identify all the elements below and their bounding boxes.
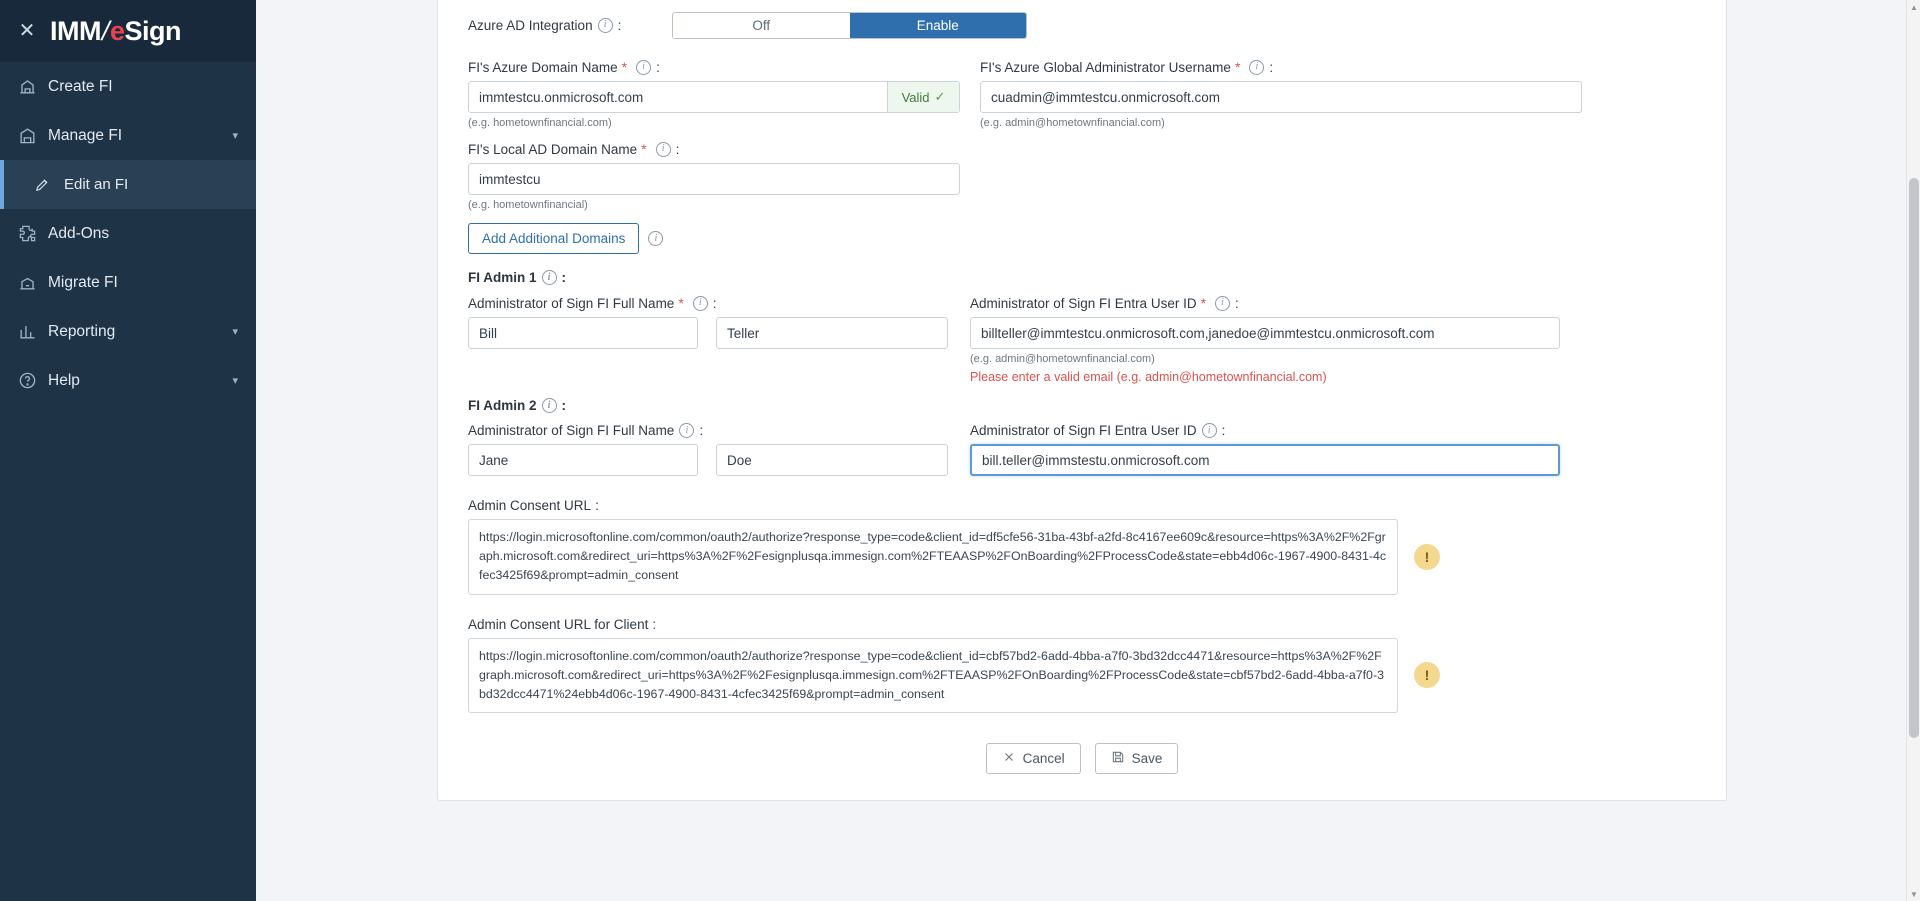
cancel-icon bbox=[1002, 750, 1016, 767]
local-ad-domain-label: FI's Local AD Domain Name * i : bbox=[468, 141, 680, 157]
fi-admin-2-entra-group bbox=[970, 423, 1572, 476]
azure-ad-integration-toggle[interactable] bbox=[672, 12, 1027, 39]
fi-admin-1-entra-input[interactable] bbox=[970, 317, 1560, 349]
domain-admin-row bbox=[468, 59, 1696, 129]
cancel-button-label: Cancel bbox=[1022, 751, 1065, 767]
fi-admin-2-last-name-input[interactable] bbox=[716, 444, 948, 476]
brand-slash: / bbox=[98, 15, 113, 46]
azure-global-admin-group bbox=[980, 59, 1582, 129]
puzzle-icon bbox=[18, 224, 48, 243]
manage-institution-icon bbox=[18, 126, 48, 145]
chevron-down-icon: ▾ bbox=[232, 326, 238, 338]
info-icon[interactable]: i bbox=[542, 270, 557, 285]
fi-admin-1-row bbox=[468, 295, 1696, 384]
add-additional-domains-button[interactable]: Add Additional Domains bbox=[468, 223, 639, 254]
admin-consent-url-label: Admin Consent URL : bbox=[468, 498, 599, 513]
sidebar bbox=[0, 0, 256, 901]
brand-logo bbox=[50, 16, 181, 47]
admin-consent-url-client-value[interactable]: https://login.microsoftonline.com/common/oauth2/authorize?response_type=code&client_id=cbf57bd2-6add-4bba-a7f0-3bd32dcc4471&resource=https%3A%2F%2Fgraph.microsoft.com&redirect_uri=https%3A%2F%2Fesignplusqa.immesign.com%2FTEAASP%2FOnBoarding%2FProcessCode&state=cbf57bd2-6add-4bba-a7f0-3bd32dcc4471%24ebb4d06c-1967-4900-8431-4cfec3425f69&prompt=admin_consent bbox=[468, 638, 1398, 714]
fi-admin-2-entra-label: Administrator of Sign FI Entra User ID i : bbox=[970, 423, 1226, 438]
sidebar-item-edit-an-fi[interactable] bbox=[0, 160, 256, 209]
local-ad-domain-group bbox=[468, 141, 1696, 211]
chevron-down-icon: ▾ bbox=[232, 375, 238, 387]
sidebar-item-label: Migrate FI bbox=[48, 273, 118, 291]
chevron-down-icon: ▾ bbox=[232, 130, 238, 142]
brand-e: e bbox=[110, 15, 125, 46]
fi-admin-2-title: FI Admin 2 i : bbox=[468, 398, 567, 413]
fi-admin-2-entra-input[interactable] bbox=[970, 444, 1560, 476]
form-actions bbox=[468, 743, 1696, 774]
brand-imm: IMM bbox=[50, 15, 101, 46]
info-icon[interactable]: i bbox=[1202, 423, 1217, 438]
domain-valid-badge: Valid ✓ bbox=[887, 82, 959, 112]
fi-admin-2-row bbox=[468, 423, 1696, 476]
help-circle-icon bbox=[18, 371, 48, 390]
cancel-button[interactable] bbox=[986, 743, 1081, 774]
fi-admin-1-entra-label: Administrator of Sign FI Entra User ID * i : bbox=[970, 295, 1239, 311]
pencil-icon bbox=[34, 176, 64, 193]
toggle-off-option[interactable]: Off bbox=[673, 13, 850, 38]
info-icon[interactable]: i bbox=[598, 18, 613, 33]
info-icon[interactable]: i bbox=[693, 296, 708, 311]
scroll-down-arrow-icon[interactable]: ▼ bbox=[1910, 889, 1918, 899]
fi-admin-2-first-name-input[interactable] bbox=[468, 444, 698, 476]
save-button-label: Save bbox=[1131, 751, 1163, 767]
fi-admin-1-name-label: Administrator of Sign FI Full Name * i : bbox=[468, 295, 717, 311]
sidebar-item-reporting[interactable] bbox=[0, 307, 256, 356]
admin-consent-url-group bbox=[468, 498, 1696, 595]
info-icon[interactable]: i bbox=[648, 231, 663, 246]
azure-global-admin-input[interactable] bbox=[980, 81, 1582, 113]
main-content bbox=[256, 0, 1920, 901]
sidebar-item-label: Reporting bbox=[48, 322, 116, 340]
fi-admin-1-entra-error: Please enter a valid email (e.g. admin@hometownfinancial.com) bbox=[970, 370, 1327, 384]
sidebar-item-label: Manage FI bbox=[48, 126, 123, 144]
add-additional-domains-row bbox=[468, 223, 1696, 254]
sidebar-header bbox=[0, 0, 256, 62]
migrate-icon bbox=[18, 273, 48, 292]
azure-ad-integration-label: Azure AD Integration i : bbox=[468, 17, 622, 33]
toggle-enable-option[interactable]: Enable bbox=[850, 13, 1027, 38]
azure-global-admin-hint: (e.g. admin@hometownfinancial.com) bbox=[980, 117, 1165, 129]
fi-admin-1-first-name-input[interactable] bbox=[468, 317, 698, 349]
check-icon: ✓ bbox=[934, 89, 946, 104]
local-ad-domain-input[interactable] bbox=[468, 163, 960, 195]
info-icon[interactable]: i bbox=[656, 142, 671, 157]
close-icon[interactable]: ✕ bbox=[18, 20, 36, 42]
fi-admin-1-title: FI Admin 1 i : bbox=[468, 270, 567, 285]
fi-admin-1-entra-group bbox=[970, 295, 1572, 384]
info-icon[interactable]: i bbox=[542, 398, 557, 413]
sidebar-item-label: Help bbox=[48, 371, 80, 389]
edit-fi-form bbox=[456, 0, 1708, 774]
sidebar-item-migrate-fi[interactable] bbox=[0, 258, 256, 307]
page-scrollbar[interactable] bbox=[1906, 0, 1920, 901]
admin-consent-url-client-group bbox=[468, 617, 1696, 714]
sidebar-item-manage-fi[interactable] bbox=[0, 111, 256, 160]
admin-consent-url-client-label: Admin Consent URL for Client : bbox=[468, 616, 657, 632]
chart-icon bbox=[18, 322, 48, 341]
save-icon bbox=[1111, 750, 1125, 767]
azure-domain-name-label: FI's Azure Domain Name * i : bbox=[468, 59, 660, 75]
save-button[interactable] bbox=[1095, 743, 1179, 774]
azure-domain-name-hint: (e.g. hometownfinancial.com) bbox=[468, 117, 612, 129]
sidebar-item-create-fi[interactable] bbox=[0, 62, 256, 111]
azure-ad-integration-row bbox=[468, 5, 1696, 45]
info-icon[interactable]: i bbox=[1249, 60, 1264, 75]
sidebar-item-label: Create FI bbox=[48, 77, 113, 95]
add-institution-icon bbox=[18, 77, 48, 96]
admin-consent-url-value[interactable]: https://login.microsoftonline.com/common/oauth2/authorize?response_type=code&client_id=df5cfe56-31ba-43bf-a2fd-8c4167ee609c&resource=https%3A%2F%2Fgraph.microsoft.com&redirect_uri=https%3A%2F%2Fesignplusqa.immesign.com%2FTEAASP%2FOnBoarding%2FProcessCode&state=ebb4d06c-1967-4900-8431-4cfec3425f69&prompt=admin_consent bbox=[468, 519, 1398, 595]
sidebar-item-label: Edit an FI bbox=[64, 176, 129, 193]
warning-icon[interactable]: ! bbox=[1414, 662, 1440, 688]
fi-admin-1-name-group bbox=[468, 295, 950, 384]
fi-admin-2-name-label: Administrator of Sign FI Full Name i : bbox=[468, 423, 704, 438]
fi-admin-1-entra-hint: (e.g. admin@hometownfinancial.com) bbox=[970, 353, 1155, 365]
fi-admin-2-name-group bbox=[468, 423, 950, 476]
scroll-up-arrow-icon[interactable]: ▲ bbox=[1910, 2, 1918, 12]
scrollbar-thumb[interactable] bbox=[1909, 178, 1919, 738]
warning-icon[interactable]: ! bbox=[1414, 544, 1440, 570]
sidebar-item-add-ons[interactable] bbox=[0, 209, 256, 258]
sidebar-item-help[interactable] bbox=[0, 356, 256, 405]
info-icon[interactable]: i bbox=[636, 60, 651, 75]
edit-fi-form-card bbox=[437, 0, 1727, 801]
fi-admin-1-last-name-input[interactable] bbox=[716, 317, 948, 349]
azure-domain-name-group bbox=[468, 59, 960, 129]
azure-global-admin-label: FI's Azure Global Administrator Username * i : bbox=[980, 59, 1274, 75]
sidebar-item-label: Add-Ons bbox=[48, 224, 110, 242]
info-icon[interactable]: i bbox=[679, 423, 694, 438]
info-icon[interactable]: i bbox=[1215, 296, 1230, 311]
local-ad-domain-hint: (e.g. hometownfinancial) bbox=[468, 199, 588, 211]
brand-sign: Sign bbox=[124, 15, 182, 46]
